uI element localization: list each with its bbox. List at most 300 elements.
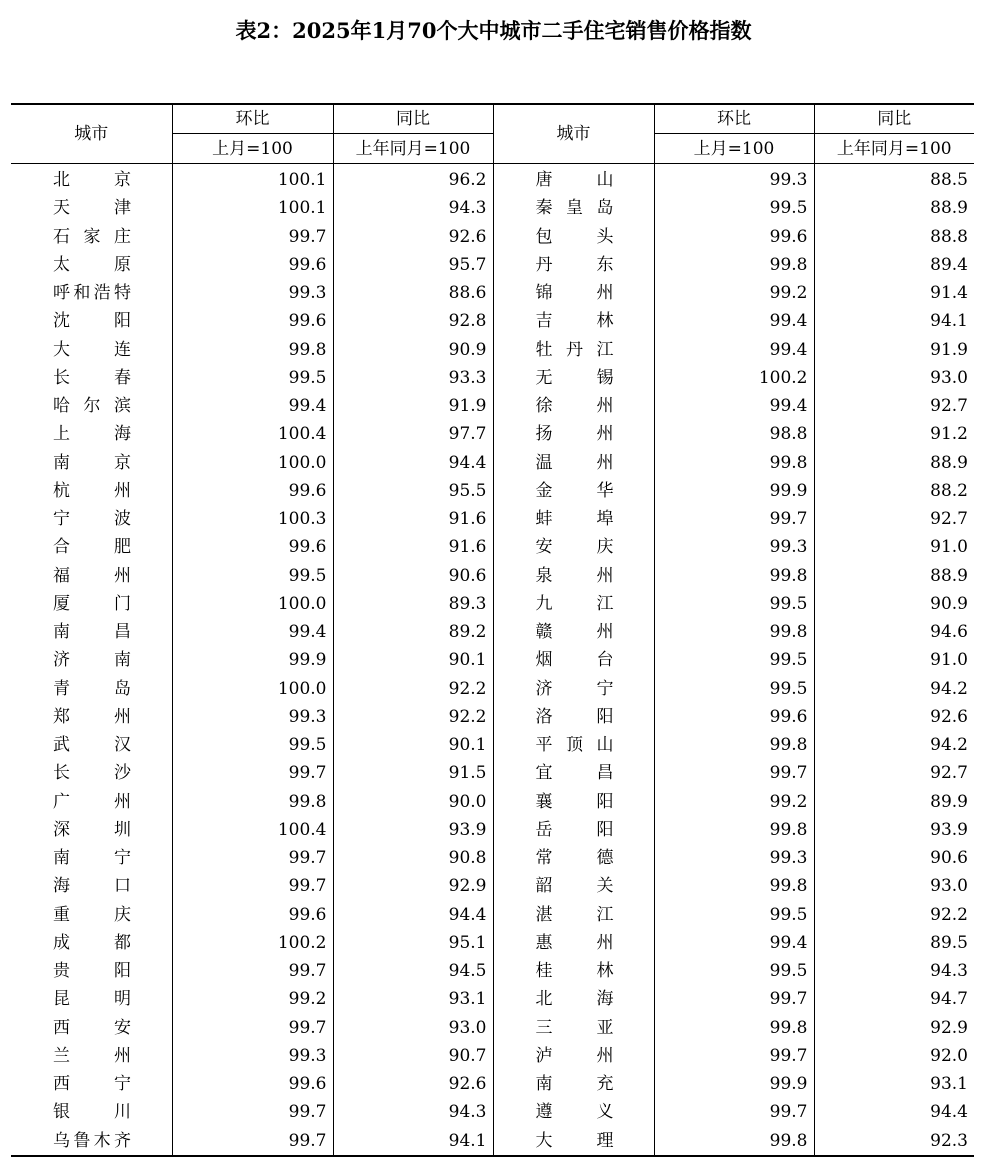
column-base-mom-right: 上月=100 <box>654 134 814 164</box>
mom-value-right: 98.8 <box>654 420 814 448</box>
column-header-city-left: 城市 <box>11 104 172 164</box>
yoy-value-right: 91.2 <box>930 424 968 445</box>
city-name-right: 蚌 埠 <box>535 509 614 530</box>
yoy-value-left: 92.2 <box>333 703 493 731</box>
city-name-left-cell <box>11 223 172 251</box>
table-row <box>11 420 974 448</box>
yoy-value-right: 92.2 <box>930 904 968 925</box>
mom-value-left: 99.5 <box>172 562 333 590</box>
mom-value-left: 99.6 <box>172 1070 333 1098</box>
city-name-right-cell <box>493 929 654 957</box>
city-name-left: 上 海 <box>53 424 131 445</box>
city-name-right-cell <box>493 731 654 759</box>
table-row <box>11 477 974 505</box>
mom-value-right: 99.5 <box>654 194 814 222</box>
city-name-right: 徐 州 <box>535 396 614 417</box>
city-name-right-cell <box>493 1098 654 1126</box>
table-row <box>11 505 974 533</box>
table-row <box>11 929 974 957</box>
mom-value-left: 99.6 <box>172 251 333 279</box>
mom-value-right: 99.8 <box>654 1014 814 1042</box>
city-name-left-cell <box>11 816 172 844</box>
column-header-yoy-left: 同比 <box>333 104 493 134</box>
city-name-left: 乌鲁木齐 <box>53 1130 131 1151</box>
table-row <box>11 1042 974 1070</box>
yoy-value-right: 94.2 <box>930 678 968 699</box>
yoy-value-right: 93.0 <box>930 367 968 388</box>
city-name-right: 岳 阳 <box>535 819 614 840</box>
city-name-left-cell <box>11 533 172 561</box>
city-name-left: 长 春 <box>53 367 131 388</box>
yoy-value-left: 91.9 <box>333 392 493 420</box>
mom-value-right: 99.7 <box>654 759 814 787</box>
city-name-right: 洛 阳 <box>535 706 614 727</box>
yoy-value-right: 89.5 <box>930 932 968 953</box>
city-name-left: 西 宁 <box>53 1074 131 1095</box>
mom-value-left: 99.7 <box>172 223 333 251</box>
mom-value-left: 99.6 <box>172 533 333 561</box>
city-name-right-cell <box>493 759 654 787</box>
table-row <box>11 618 974 646</box>
yoy-value-right: 88.2 <box>930 480 968 501</box>
mom-value-left: 99.8 <box>172 336 333 364</box>
table-row <box>11 251 974 279</box>
yoy-value-right: 91.0 <box>930 537 968 558</box>
city-name-right: 济 宁 <box>535 678 614 699</box>
table-row <box>11 759 974 787</box>
city-name-right-cell <box>493 477 654 505</box>
city-name-right-cell <box>493 1042 654 1070</box>
city-name-right-cell <box>493 336 654 364</box>
city-name-right-cell <box>493 562 654 590</box>
mom-value-right: 99.5 <box>654 646 814 674</box>
city-name-left: 宁 波 <box>53 509 131 530</box>
city-name-right: 平顶山 <box>535 735 614 756</box>
yoy-value-left: 94.1 <box>333 1127 493 1156</box>
city-name-right-cell <box>493 279 654 307</box>
city-name-right: 南 充 <box>535 1074 614 1095</box>
yoy-value-right: 92.9 <box>930 1017 968 1038</box>
mom-value-left: 99.2 <box>172 985 333 1013</box>
mom-value-left: 99.7 <box>172 872 333 900</box>
city-name-left: 北 京 <box>53 170 131 191</box>
mom-value-right: 100.2 <box>654 364 814 392</box>
mom-value-right: 99.5 <box>654 957 814 985</box>
column-base-yoy-right: 上年同月=100 <box>836 138 952 159</box>
city-name-left-cell <box>11 364 172 392</box>
mom-value-right: 99.8 <box>654 449 814 477</box>
yoy-value-right: 92.7 <box>930 509 968 530</box>
city-name-right-cell <box>493 703 654 731</box>
yoy-value-left: 90.7 <box>333 1042 493 1070</box>
table-row <box>11 1014 974 1042</box>
mom-value-right: 99.4 <box>654 929 814 957</box>
city-name-left: 合 肥 <box>53 537 131 558</box>
city-name-right: 泉 州 <box>535 565 614 586</box>
city-name-right-cell <box>493 449 654 477</box>
mom-value-right: 99.9 <box>654 1070 814 1098</box>
city-name-left-cell <box>11 477 172 505</box>
yoy-value-right: 92.3 <box>930 1130 968 1151</box>
table-row <box>11 1070 974 1098</box>
city-name-left: 重 庆 <box>53 904 131 925</box>
mom-value-right: 99.8 <box>654 872 814 900</box>
yoy-value-right: 88.5 <box>930 170 968 191</box>
city-name-right: 无 锡 <box>535 367 614 388</box>
yoy-value-right: 88.8 <box>930 226 968 247</box>
yoy-value-left: 92.2 <box>333 675 493 703</box>
city-name-right-cell <box>493 194 654 222</box>
table-row <box>11 533 974 561</box>
mom-value-left: 99.7 <box>172 957 333 985</box>
table-row <box>11 449 974 477</box>
city-name-left-cell <box>11 759 172 787</box>
city-name-right: 唐 山 <box>535 170 614 191</box>
mom-value-right: 99.5 <box>654 590 814 618</box>
city-name-right: 温 州 <box>535 452 614 473</box>
city-name-right: 三 亚 <box>535 1017 614 1038</box>
table-row <box>11 957 974 985</box>
city-name-left-cell <box>11 1070 172 1098</box>
yoy-value-right: 94.2 <box>930 735 968 756</box>
city-name-right: 吉 林 <box>535 311 614 332</box>
column-header-city-right: 城市 <box>493 104 654 164</box>
city-name-left: 海 口 <box>53 876 131 897</box>
yoy-value-left: 92.8 <box>333 307 493 335</box>
table-row <box>11 901 974 929</box>
city-name-left-cell <box>11 901 172 929</box>
city-name-right-cell <box>493 307 654 335</box>
city-name-right-cell <box>493 364 654 392</box>
city-name-left-cell <box>11 1098 172 1126</box>
column-base-mom-left: 上月=100 <box>172 134 333 164</box>
mom-value-right: 99.5 <box>654 675 814 703</box>
mom-value-left: 99.7 <box>172 1127 333 1156</box>
mom-value-left: 99.8 <box>172 788 333 816</box>
yoy-value-right: 88.9 <box>930 452 968 473</box>
mom-value-left: 100.0 <box>172 449 333 477</box>
city-name-right: 牡丹江 <box>535 339 614 360</box>
city-name-right: 包 头 <box>535 226 614 247</box>
city-name-right: 韶 关 <box>535 876 614 897</box>
mom-value-left: 99.7 <box>172 1098 333 1126</box>
city-name-right-cell <box>493 223 654 251</box>
city-name-left-cell <box>11 420 172 448</box>
mom-value-left: 99.3 <box>172 1042 333 1070</box>
city-name-right: 泸 州 <box>535 1045 614 1066</box>
yoy-value-left: 92.9 <box>333 872 493 900</box>
city-name-left-cell <box>11 618 172 646</box>
city-name-right: 宜 昌 <box>535 763 614 784</box>
city-name-left: 青 岛 <box>53 678 131 699</box>
yoy-value-left: 89.3 <box>333 590 493 618</box>
city-name-right: 扬 州 <box>535 424 614 445</box>
city-name-left-cell <box>11 307 172 335</box>
mom-value-right: 99.4 <box>654 336 814 364</box>
yoy-value-left: 93.3 <box>333 364 493 392</box>
yoy-value-right: 92.0 <box>930 1045 968 1066</box>
mom-value-right: 99.7 <box>654 985 814 1013</box>
column-header-mom-left: 环比 <box>172 104 333 134</box>
yoy-value-left: 90.9 <box>333 336 493 364</box>
mom-value-left: 99.5 <box>172 731 333 759</box>
yoy-value-right: 92.7 <box>930 763 968 784</box>
mom-value-left: 99.4 <box>172 618 333 646</box>
yoy-value-right: 89.4 <box>930 254 968 275</box>
city-name-left-cell <box>11 675 172 703</box>
city-name-left-cell <box>11 731 172 759</box>
mom-value-right: 99.7 <box>654 505 814 533</box>
mom-value-right: 99.2 <box>654 788 814 816</box>
city-name-left-cell <box>11 279 172 307</box>
mom-value-left: 99.5 <box>172 364 333 392</box>
city-name-left: 南 宁 <box>53 848 131 869</box>
yoy-value-left: 95.5 <box>333 477 493 505</box>
city-name-right-cell <box>493 675 654 703</box>
mom-value-right: 99.8 <box>654 251 814 279</box>
yoy-value-left: 95.7 <box>333 251 493 279</box>
city-name-left-cell <box>11 392 172 420</box>
table-row <box>11 194 974 222</box>
table-row <box>11 788 974 816</box>
city-name-left: 福 州 <box>53 565 131 586</box>
mom-value-left: 99.9 <box>172 646 333 674</box>
yoy-value-right: 93.9 <box>930 819 968 840</box>
yoy-value-left: 90.1 <box>333 731 493 759</box>
city-name-right: 北 海 <box>535 989 614 1010</box>
column-base-yoy-left: 上年同月=100 <box>355 138 471 159</box>
city-name-right: 湛 江 <box>535 904 614 925</box>
table-row <box>11 872 974 900</box>
city-name-right-cell <box>493 505 654 533</box>
mom-value-right: 99.4 <box>654 392 814 420</box>
yoy-value-right: 90.9 <box>930 593 968 614</box>
city-name-left-cell <box>11 164 172 195</box>
city-name-left: 银 川 <box>53 1102 131 1123</box>
yoy-value-right: 93.0 <box>930 876 968 897</box>
city-name-right-cell <box>493 1127 654 1156</box>
city-name-left: 南 昌 <box>53 622 131 643</box>
mom-value-right: 99.3 <box>654 533 814 561</box>
mom-value-left: 100.1 <box>172 164 333 195</box>
city-name-right-cell <box>493 590 654 618</box>
yoy-value-right: 89.9 <box>930 791 968 812</box>
table-body <box>11 164 974 1156</box>
yoy-value-right: 92.6 <box>930 706 968 727</box>
column-header-mom-right: 环比 <box>654 104 814 134</box>
city-name-left: 贵 阳 <box>53 961 131 982</box>
mom-value-right: 99.8 <box>654 816 814 844</box>
city-name-left: 哈尔滨 <box>53 396 131 417</box>
table-row <box>11 703 974 731</box>
table-row <box>11 1098 974 1126</box>
mom-value-right: 99.3 <box>654 844 814 872</box>
city-name-left: 兰 州 <box>53 1045 131 1066</box>
city-name-left-cell <box>11 985 172 1013</box>
city-name-left: 石家庄 <box>53 226 131 247</box>
city-name-right-cell <box>493 646 654 674</box>
city-name-left-cell <box>11 703 172 731</box>
city-name-right-cell <box>493 985 654 1013</box>
city-name-left: 长 沙 <box>53 763 131 784</box>
mom-value-left: 100.0 <box>172 675 333 703</box>
yoy-value-right: 91.0 <box>930 650 968 671</box>
mom-value-right: 99.8 <box>654 1127 814 1156</box>
mom-value-left: 99.3 <box>172 279 333 307</box>
city-name-left: 天 津 <box>53 198 131 219</box>
yoy-value-right: 91.4 <box>930 283 968 304</box>
table-row <box>11 336 974 364</box>
yoy-value-right: 88.9 <box>930 198 968 219</box>
yoy-value-left: 91.5 <box>333 759 493 787</box>
table-row <box>11 844 974 872</box>
city-name-right-cell <box>493 901 654 929</box>
city-name-right-cell <box>493 392 654 420</box>
city-name-right: 丹 东 <box>535 254 614 275</box>
city-name-left-cell <box>11 505 172 533</box>
yoy-value-right: 93.1 <box>930 1074 968 1095</box>
city-name-left-cell <box>11 844 172 872</box>
city-name-right: 秦皇岛 <box>535 198 614 219</box>
city-name-left-cell <box>11 957 172 985</box>
city-name-right: 桂 林 <box>535 961 614 982</box>
city-name-left-cell <box>11 1127 172 1156</box>
city-name-left-cell <box>11 336 172 364</box>
mom-value-left: 99.7 <box>172 1014 333 1042</box>
city-name-left-cell <box>11 590 172 618</box>
yoy-value-left: 94.4 <box>333 449 493 477</box>
table-row <box>11 364 974 392</box>
yoy-value-right: 91.9 <box>930 339 968 360</box>
mom-value-left: 100.4 <box>172 420 333 448</box>
mom-value-right: 99.7 <box>654 1098 814 1126</box>
city-name-left-cell <box>11 562 172 590</box>
mom-value-right: 99.6 <box>654 223 814 251</box>
yoy-value-left: 97.7 <box>333 420 493 448</box>
mom-value-left: 100.2 <box>172 929 333 957</box>
table-row <box>11 731 974 759</box>
yoy-value-left: 92.6 <box>333 1070 493 1098</box>
mom-value-left: 99.6 <box>172 307 333 335</box>
column-header-yoy-right: 同比 <box>814 104 974 134</box>
mom-value-left: 100.1 <box>172 194 333 222</box>
yoy-value-right: 94.4 <box>930 1102 968 1123</box>
city-name-right-cell <box>493 816 654 844</box>
city-name-right: 襄 阳 <box>535 791 614 812</box>
price-index-table <box>11 103 974 1157</box>
yoy-value-left: 94.3 <box>333 1098 493 1126</box>
mom-value-left: 100.3 <box>172 505 333 533</box>
city-name-left-cell <box>11 646 172 674</box>
table-row <box>11 1127 974 1156</box>
city-name-left-cell <box>11 1014 172 1042</box>
mom-value-left: 99.4 <box>172 392 333 420</box>
city-name-left: 昆 明 <box>53 989 131 1010</box>
city-name-left: 郑 州 <box>53 706 131 727</box>
city-name-left-cell <box>11 788 172 816</box>
yoy-value-right: 94.7 <box>930 989 968 1010</box>
yoy-value-left: 91.6 <box>333 533 493 561</box>
city-name-right-cell <box>493 164 654 195</box>
city-name-left: 呼和浩特 <box>53 283 131 304</box>
city-name-right-cell <box>493 788 654 816</box>
city-name-left: 深 圳 <box>53 819 131 840</box>
city-name-right: 赣 州 <box>535 622 614 643</box>
table-row <box>11 223 974 251</box>
yoy-value-left: 88.6 <box>333 279 493 307</box>
city-name-left: 成 都 <box>53 932 131 953</box>
city-name-right: 金 华 <box>535 480 614 501</box>
table-header <box>11 104 974 164</box>
city-name-left: 厦 门 <box>53 593 131 614</box>
city-name-right: 遵 义 <box>535 1102 614 1123</box>
city-name-right: 大 理 <box>535 1130 614 1151</box>
mom-value-left: 99.7 <box>172 844 333 872</box>
mom-value-left: 99.3 <box>172 703 333 731</box>
mom-value-right: 99.3 <box>654 164 814 195</box>
city-name-right: 烟 台 <box>535 650 614 671</box>
city-name-right: 九 江 <box>535 593 614 614</box>
mom-value-right: 99.5 <box>654 901 814 929</box>
city-name-left: 大 连 <box>53 339 131 360</box>
table-row <box>11 279 974 307</box>
table-row <box>11 590 974 618</box>
table-row <box>11 307 974 335</box>
city-name-right: 安 庆 <box>535 537 614 558</box>
table-row <box>11 985 974 1013</box>
mom-value-right: 99.8 <box>654 618 814 646</box>
city-name-left-cell <box>11 872 172 900</box>
city-name-left-cell <box>11 929 172 957</box>
city-name-right: 惠 州 <box>535 932 614 953</box>
yoy-value-left: 90.1 <box>333 646 493 674</box>
city-name-right-cell <box>493 844 654 872</box>
city-name-left-cell <box>11 1042 172 1070</box>
mom-value-right: 99.2 <box>654 279 814 307</box>
yoy-value-left: 92.6 <box>333 223 493 251</box>
city-name-left: 太 原 <box>53 254 131 275</box>
city-name-right-cell <box>493 420 654 448</box>
city-name-right-cell <box>493 872 654 900</box>
table-row <box>11 675 974 703</box>
yoy-value-left: 90.0 <box>333 788 493 816</box>
mom-value-right: 99.7 <box>654 1042 814 1070</box>
mom-value-right: 99.6 <box>654 703 814 731</box>
mom-value-left: 99.6 <box>172 477 333 505</box>
table-row <box>11 562 974 590</box>
mom-value-left: 100.0 <box>172 590 333 618</box>
yoy-value-left: 94.4 <box>333 901 493 929</box>
mom-value-right: 99.9 <box>654 477 814 505</box>
yoy-value-left: 95.1 <box>333 929 493 957</box>
city-name-right-cell <box>493 1070 654 1098</box>
city-name-left-cell <box>11 194 172 222</box>
mom-value-right: 99.8 <box>654 562 814 590</box>
table-row <box>11 392 974 420</box>
mom-value-left: 99.6 <box>172 901 333 929</box>
table-row <box>11 816 974 844</box>
city-name-right-cell <box>493 957 654 985</box>
yoy-value-left: 93.0 <box>333 1014 493 1042</box>
yoy-value-left: 90.6 <box>333 562 493 590</box>
city-name-right-cell <box>493 251 654 279</box>
mom-value-left: 100.4 <box>172 816 333 844</box>
mom-value-left: 99.7 <box>172 759 333 787</box>
city-name-left: 西 安 <box>53 1017 131 1038</box>
city-name-right-cell <box>493 618 654 646</box>
city-name-left: 南 京 <box>53 452 131 473</box>
city-name-right-cell <box>493 533 654 561</box>
